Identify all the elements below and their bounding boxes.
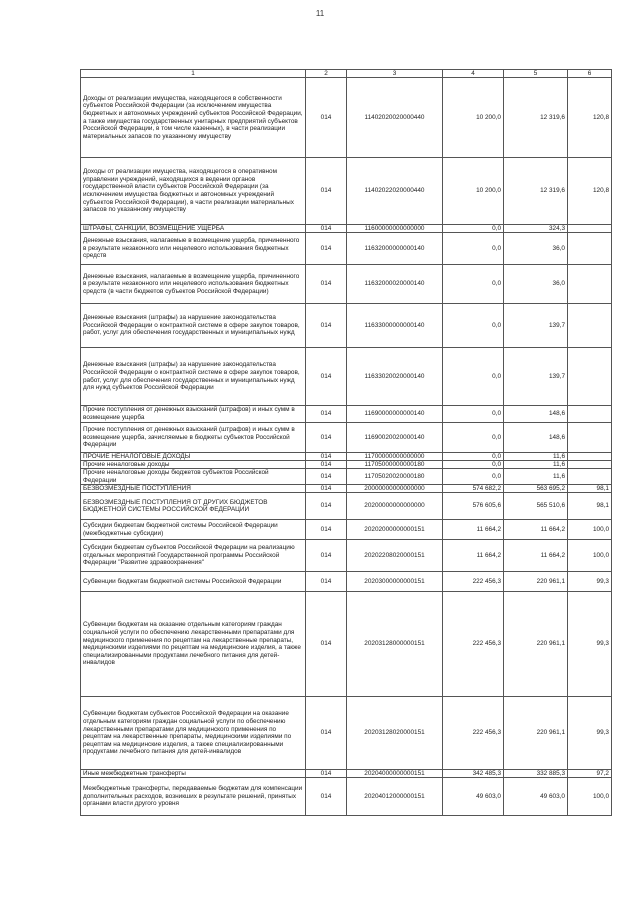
percent-cell: 98,1 [568, 485, 612, 493]
admin-code-cell: 014 [306, 540, 347, 572]
kbk-code-cell: 20203128000000151 [347, 592, 443, 697]
actual-value-cell: 11,6 [504, 469, 568, 485]
actual-value-cell: 11,6 [504, 453, 568, 461]
plan-value-cell: 0,0 [443, 423, 504, 453]
indicator-name-cell: Доходы от реализации имущества, находящегося в собственности субъектов Российской Федерации (за исключением имущества бюджетных и автономных учреждений субъектов Российской Федерации, а также имущества государственных унитарных предприятий субъектов Российской Федерации, в том числе казенных), в части реализации материальных запасов по указанному имуществу [81, 78, 306, 158]
actual-value-cell: 148,6 [504, 406, 568, 423]
kbk-code-cell: 20204012000000151 [347, 778, 443, 816]
table-row [81, 540, 612, 572]
table-row [81, 461, 612, 469]
admin-code-cell: 014 [306, 572, 347, 592]
percent-cell: 99,3 [568, 572, 612, 592]
percent-cell [568, 304, 612, 348]
admin-code-cell: 014 [306, 423, 347, 453]
admin-code-cell: 014 [306, 406, 347, 423]
plan-value-cell: 222 456,3 [443, 697, 504, 770]
kbk-code-cell: 20202000000000151 [347, 520, 443, 540]
table-row [81, 520, 612, 540]
table-row [81, 304, 612, 348]
kbk-code-cell: 20204000000000151 [347, 770, 443, 778]
admin-code-cell: 014 [306, 265, 347, 304]
plan-value-cell: 0,0 [443, 225, 504, 233]
kbk-code-cell: 11700000000000000 [347, 453, 443, 461]
plan-value-cell: 222 456,3 [443, 592, 504, 697]
percent-cell: 99,3 [568, 697, 612, 770]
indicator-name-cell: Доходы от реализации имущества, находящегося в оперативном управлении учреждений, находящихся в ведении органов государственной власти субъектов Российской Федерации (за исключением имущества бюджетных и автономных учреждений субъектов Российской Федерации), в части реализации материальных запасов по указанному имуществу [81, 158, 306, 225]
plan-value-cell: 0,0 [443, 461, 504, 469]
header-cell: 5 [504, 70, 568, 78]
actual-value-cell: 563 695,2 [504, 485, 568, 493]
indicator-name-cell: Межбюджетные трансферты, передаваемые бюджетам для компенсации дополнительных расходов, возникших в результате решений, принятых органами власти другого уровня [81, 778, 306, 816]
actual-value-cell: 12 319,6 [504, 78, 568, 158]
table-row [81, 697, 612, 770]
admin-code-cell: 014 [306, 225, 347, 233]
kbk-code-cell: 11632000000000140 [347, 233, 443, 265]
table-row [81, 453, 612, 461]
indicator-name-cell: Прочие неналоговые доходы [81, 461, 306, 469]
admin-code-cell: 014 [306, 469, 347, 485]
kbk-code-cell: 11633020020000140 [347, 348, 443, 406]
admin-code-cell: 014 [306, 233, 347, 265]
header-cell: 6 [568, 70, 612, 78]
admin-code-cell: 014 [306, 348, 347, 406]
kbk-code-cell: 11632000020000140 [347, 265, 443, 304]
admin-code-cell: 014 [306, 520, 347, 540]
indicator-name-cell: Прочие поступления от денежных взысканий (штрафов) и иных сумм в возмещение ущерба, зачисляемые в бюджеты субъектов Российской Федерации [81, 423, 306, 453]
actual-value-cell: 220 961,1 [504, 697, 568, 770]
percent-cell [568, 453, 612, 461]
header-cell: 3 [347, 70, 443, 78]
indicator-name-cell: Субвенции бюджетам на оказание отдельным категориям граждан социальной услуги по обеспечению лекарственными препаратами для медицинского применения по рецептам на лекарственные препараты, медицинскими изделиями по рецептам на медицинские изделия, а также специализированными продуктами лечебного питания для детей-инвалидов [81, 592, 306, 697]
percent-cell [568, 406, 612, 423]
table-row [81, 158, 612, 225]
admin-code-cell: 014 [306, 158, 347, 225]
percent-cell [568, 461, 612, 469]
actual-value-cell: 36,0 [504, 233, 568, 265]
plan-value-cell: 342 485,3 [443, 770, 504, 778]
actual-value-cell: 220 961,1 [504, 572, 568, 592]
admin-code-cell: 014 [306, 78, 347, 158]
table-row [81, 265, 612, 304]
actual-value-cell: 139,7 [504, 304, 568, 348]
actual-value-cell: 565 510,6 [504, 493, 568, 520]
kbk-code-cell: 11402020020000440 [347, 78, 443, 158]
indicator-name-cell: Денежные взыскания (штрафы) за нарушение законодательства Российской Федерации о контрактной системе в сфере закупок товаров, работ, услуг для обеспечения государственных и муниципальных нужд [81, 304, 306, 348]
percent-cell [568, 348, 612, 406]
admin-code-cell: 014 [306, 461, 347, 469]
table-row [81, 348, 612, 406]
actual-value-cell: 220 961,1 [504, 592, 568, 697]
indicator-name-cell: Прочие поступления от денежных взысканий (штрафов) и иных сумм в возмещение ущерба [81, 406, 306, 423]
plan-value-cell: 0,0 [443, 453, 504, 461]
admin-code-cell: 014 [306, 592, 347, 697]
table-row [81, 225, 612, 233]
actual-value-cell: 11,6 [504, 461, 568, 469]
indicator-name-cell: ПРОЧИЕ НЕНАЛОГОВЫЕ ДОХОДЫ [81, 453, 306, 461]
kbk-code-cell: 11705000000000180 [347, 461, 443, 469]
kbk-code-cell: 20202208020000151 [347, 540, 443, 572]
kbk-code-cell: 20200000000000000 [347, 493, 443, 520]
table-row [81, 233, 612, 265]
header-cell: 4 [443, 70, 504, 78]
percent-cell [568, 265, 612, 304]
plan-value-cell: 0,0 [443, 265, 504, 304]
indicator-name-cell: БЕЗВОЗМЕЗДНЫЕ ПОСТУПЛЕНИЯ [81, 485, 306, 493]
plan-value-cell: 0,0 [443, 348, 504, 406]
actual-value-cell: 139,7 [504, 348, 568, 406]
indicator-name-cell: БЕЗВОЗМЕЗДНЫЕ ПОСТУПЛЕНИЯ ОТ ДРУГИХ БЮДЖЕТОВ БЮДЖЕТНОЙ СИСТЕМЫ РОССИЙСКОЙ ФЕДЕРАЦИИ [81, 493, 306, 520]
indicator-name-cell: Прочие неналоговые доходы бюджетов субъектов Российской Федерации [81, 469, 306, 485]
indicator-name-cell: Субсидии бюджетам субъектов Российской Федерации на реализацию отдельных мероприятий Государственной программы Российской Федерации "Развитие здравоохранения" [81, 540, 306, 572]
plan-value-cell: 11 664,2 [443, 520, 504, 540]
actual-value-cell: 324,3 [504, 225, 568, 233]
budget-revenue-table [80, 69, 612, 816]
percent-cell: 100,0 [568, 540, 612, 572]
indicator-name-cell: Денежные взыскания (штрафы) за нарушение законодательства Российской Федерации о контрактной системе в сфере закупок товаров, работ, услуг для обеспечения государственных и муниципальных нужд для нужд субъектов Российской Федерации [81, 348, 306, 406]
indicator-name-cell: Субвенции бюджетам бюджетной системы Российской Федерации [81, 572, 306, 592]
actual-value-cell: 148,6 [504, 423, 568, 453]
table-row [81, 423, 612, 453]
table-row [81, 592, 612, 697]
table-row [81, 770, 612, 778]
actual-value-cell: 36,0 [504, 265, 568, 304]
table-row [81, 78, 612, 158]
percent-cell: 120,8 [568, 78, 612, 158]
plan-value-cell: 10 200,0 [443, 78, 504, 158]
plan-value-cell: 0,0 [443, 469, 504, 485]
kbk-code-cell: 11402022020000440 [347, 158, 443, 225]
plan-value-cell: 0,0 [443, 406, 504, 423]
table-row [81, 572, 612, 592]
percent-cell [568, 469, 612, 485]
percent-cell [568, 233, 612, 265]
admin-code-cell: 014 [306, 778, 347, 816]
table-row [81, 469, 612, 485]
plan-value-cell: 222 456,3 [443, 572, 504, 592]
kbk-code-cell: 11633000000000140 [347, 304, 443, 348]
plan-value-cell: 576 605,6 [443, 493, 504, 520]
plan-value-cell: 10 200,0 [443, 158, 504, 225]
percent-cell [568, 225, 612, 233]
page-number: 11 [315, 9, 325, 18]
indicator-name-cell: Субвенции бюджетам субъектов Российской Федерации на оказание отдельным категориям граждан социальной услуги по обеспечению лекарственными препаратами для медицинского применения по рецептам на лекарственные препараты, медицинскими изделиями по рецептам на медицинские изделия, а также специализированными продуктами лечебного питания для детей-инвалидов [81, 697, 306, 770]
percent-cell: 100,0 [568, 520, 612, 540]
indicator-name-cell: Денежные взыскания, налагаемые в возмещение ущерба, причиненного в результате незаконного или нецелевого использования бюджетных средств [81, 233, 306, 265]
table-header-row [81, 70, 612, 78]
actual-value-cell: 49 603,0 [504, 778, 568, 816]
indicator-name-cell: Иные межбюджетные трансферты [81, 770, 306, 778]
indicator-name-cell: Денежные взыскания, налагаемые в возмещение ущерба, причиненного в результате незаконного или нецелевого использования бюджетных средств (в части бюджетов субъектов Российской Федерации) [81, 265, 306, 304]
kbk-code-cell: 20203128020000151 [347, 697, 443, 770]
indicator-name-cell: ШТРАФЫ, САНКЦИИ, ВОЗМЕЩЕНИЕ УЩЕРБА [81, 225, 306, 233]
admin-code-cell: 014 [306, 493, 347, 520]
table-row [81, 493, 612, 520]
admin-code-cell: 014 [306, 770, 347, 778]
percent-cell: 100,0 [568, 778, 612, 816]
actual-value-cell: 12 319,6 [504, 158, 568, 225]
table-row [81, 778, 612, 816]
kbk-code-cell: 11690000000000140 [347, 406, 443, 423]
kbk-code-cell: 11705020020000180 [347, 469, 443, 485]
plan-value-cell: 574 682,2 [443, 485, 504, 493]
kbk-code-cell: 11690020020000140 [347, 423, 443, 453]
table-row [81, 485, 612, 493]
percent-cell: 97,2 [568, 770, 612, 778]
table-row [81, 406, 612, 423]
percent-cell [568, 423, 612, 453]
indicator-name-cell: Субсидии бюджетам бюджетной системы Российской Федерации (межбюджетные субсидии) [81, 520, 306, 540]
plan-value-cell: 0,0 [443, 304, 504, 348]
actual-value-cell: 11 664,2 [504, 540, 568, 572]
actual-value-cell: 332 885,3 [504, 770, 568, 778]
header-cell: 2 [306, 70, 347, 78]
plan-value-cell: 0,0 [443, 233, 504, 265]
header-cell: 1 [81, 70, 306, 78]
admin-code-cell: 014 [306, 304, 347, 348]
actual-value-cell: 11 664,2 [504, 520, 568, 540]
admin-code-cell: 014 [306, 697, 347, 770]
kbk-code-cell: 11600000000000000 [347, 225, 443, 233]
plan-value-cell: 49 603,0 [443, 778, 504, 816]
admin-code-cell: 014 [306, 453, 347, 461]
kbk-code-cell: 20203000000000151 [347, 572, 443, 592]
kbk-code-cell: 20000000000000000 [347, 485, 443, 493]
plan-value-cell: 11 664,2 [443, 540, 504, 572]
admin-code-cell: 014 [306, 485, 347, 493]
percent-cell: 99,3 [568, 592, 612, 697]
percent-cell: 98,1 [568, 493, 612, 520]
percent-cell: 120,8 [568, 158, 612, 225]
